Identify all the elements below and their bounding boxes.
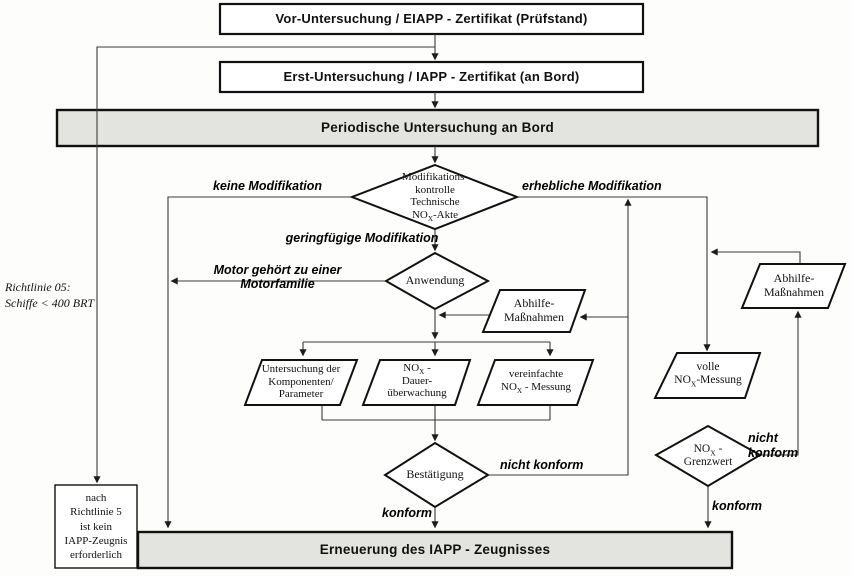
- label-line: Maßnahmen: [504, 309, 564, 324]
- edge-label-keine-modifikation: keine Modifikation: [212, 179, 323, 193]
- nox-grenzwert-label: [660, 443, 756, 469]
- anwendung-label: Anwendung: [405, 273, 465, 287]
- edge-label-konform-rechts: konform: [712, 499, 762, 513]
- abhilfe-mitte-label: [489, 297, 579, 325]
- label-line: Parameter: [278, 388, 324, 401]
- label-line: überwachung: [387, 387, 447, 400]
- label-line: Grenzwert: [683, 456, 733, 469]
- edge-label-konform-links: konform: [382, 506, 432, 520]
- label-line: IAPP-Zeugnis: [64, 534, 128, 547]
- label-line: ist kein: [79, 520, 113, 533]
- edge-label-motorfamilie: Motor gehört zu einer Motorfamilie: [213, 263, 342, 292]
- label-line-nox: $NO_X$ -: [403, 362, 431, 377]
- label-line-nox: $NO_X$ - Messung: [501, 380, 571, 395]
- connector-collector: [322, 405, 550, 420]
- nox-dauerueberwachung-label: [369, 362, 465, 400]
- connector-nicht-konform-loop: [488, 200, 628, 475]
- edge-label-erhebliche-modifikation: erhebliche Modifikation: [522, 179, 662, 193]
- vor-untersuchung-label: Vor-Untersuchung / EIAPP - Zertifikat (Prüfstand): [275, 10, 588, 26]
- bestaetigung-label: Bestätigung: [406, 467, 464, 481]
- label-line-nox: $NO_X$ -: [693, 443, 723, 458]
- edge-label-geringfuegige-modifikation: geringfügige Modifikation: [285, 231, 439, 245]
- label-line: Komponenten/: [268, 375, 334, 388]
- erst-untersuchung-label: Erst-Untersuchung / IAPP - Zertifikat (an Bord): [283, 68, 580, 84]
- modifikationskontrolle-label: [355, 171, 515, 222]
- side-note-richtlinie: [5, 280, 115, 311]
- erneuerung-label: Erneuerung des IAPP - Zeugnisses: [319, 542, 551, 558]
- label-line: erforderlich: [70, 549, 122, 562]
- label-line: Dauer-: [401, 374, 433, 387]
- label-line: vereinfachte: [508, 368, 564, 380]
- abhilfe-rechts-label: [749, 272, 839, 300]
- label-line: Untersuchung der: [261, 363, 341, 375]
- label-line: Abhilfe-: [513, 296, 555, 310]
- untersuchung-komponenten-label: [248, 363, 354, 401]
- vereinfachte-messung-label: [488, 368, 584, 393]
- label-line: Technische: [410, 196, 460, 209]
- label-line: Modifikations-: [402, 171, 468, 183]
- label-line: Schiffe < 400 BRT: [5, 295, 95, 310]
- label-line: Maßnahmen: [764, 284, 824, 299]
- label-line-nox: $NO_X$-Messung: [674, 374, 742, 389]
- edge-label-nicht-konform-links: nicht konform: [500, 458, 584, 472]
- label-line: nach: [85, 492, 107, 504]
- edge-label-nicht-konform-rechts: [748, 431, 818, 461]
- periodische-untersuchung-label: Periodische Untersuchung an Bord: [321, 120, 554, 136]
- label-line: nicht: [748, 431, 778, 445]
- label-line: Abhilfe-: [773, 271, 815, 285]
- label-line: kontrolle: [415, 183, 455, 196]
- label-line-nox: $NO_X$-Akte: [411, 208, 459, 224]
- connector-abhilfe-rechts-loop: [712, 252, 800, 264]
- volle-messung-label: [660, 361, 756, 387]
- label-line: volle: [696, 361, 720, 373]
- label-line: konform: [748, 446, 798, 460]
- nach-richtlinie-label: [56, 491, 136, 562]
- label-line: Richtlinie 5: [70, 506, 122, 519]
- label-line: Richtlinie 05:: [5, 280, 71, 294]
